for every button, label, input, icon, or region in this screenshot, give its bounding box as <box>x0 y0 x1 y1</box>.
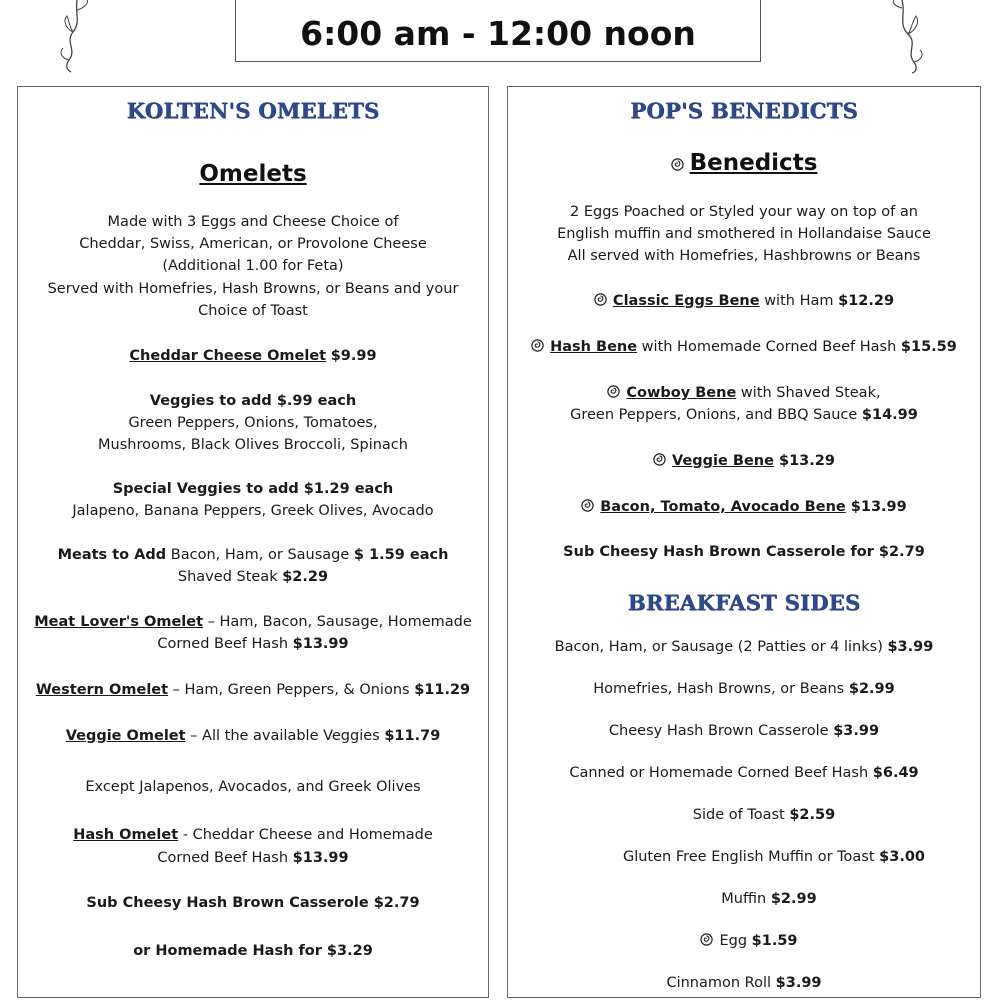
item-name: Classic Eggs Bene <box>612 293 760 309</box>
benedicts-intro-line: All served with Homefries, Hashbrowns or Beans <box>567 248 921 264</box>
item-name: Western Omelet <box>35 682 169 698</box>
side-label: Homefries, Hash Browns, or Beans <box>593 681 849 697</box>
shaved-steak-addon <box>18 568 488 586</box>
item-price: $11.79 <box>384 728 441 744</box>
item-price: $15.59 <box>900 339 957 355</box>
sub-casserole-omelet: Sub Cheesy Hash Brown Casserole $2.79 <box>86 895 420 911</box>
item-name: Hash Bene <box>550 339 638 355</box>
swirl-bullet-icon <box>607 385 620 398</box>
veggies-addon-line: Green Peppers, Onions, Tomatoes, <box>128 415 378 431</box>
side-label: Gluten Free English Muffin or Toast <box>622 849 880 865</box>
benedicts-brand-title: POP'S BENEDICTS <box>630 98 858 123</box>
side-item <box>508 932 980 950</box>
item-desc: – Ham, Bacon, Sausage, Homemade <box>203 614 472 630</box>
item-price: $9.99 <box>330 348 377 364</box>
side-label: Bacon, Ham, or Sausage (2 Patties or 4 links) <box>554 639 888 655</box>
side-label: Egg <box>719 933 752 949</box>
special-veggies-line: Jalapeno, Banana Peppers, Greek Olives, Avocado <box>72 503 434 519</box>
menu-item-cowboy-bene-cont <box>508 406 980 424</box>
side-item <box>508 806 980 824</box>
side-price: $3.99 <box>775 975 822 991</box>
side-price: $2.99 <box>770 891 817 907</box>
menu-item-meat-lovers <box>18 613 488 631</box>
sub-casserole-bene: Sub Cheesy Hash Brown Casserole for $2.79 <box>563 544 925 560</box>
item-price: $13.99 <box>292 636 349 652</box>
side-price: $6.49 <box>872 765 919 781</box>
steak-label: Shaved Steak <box>177 569 283 585</box>
omelets-category-heading: Omelets <box>199 161 307 187</box>
item-price: $14.99 <box>861 407 918 423</box>
side-item <box>508 638 980 656</box>
omelets-panel <box>17 86 489 998</box>
omelets-intro-line: Choice of Toast <box>198 303 308 319</box>
item-name: Bacon, Tomato, Avocado Bene <box>600 499 846 515</box>
side-price: $3.00 <box>879 849 926 865</box>
side-label: Cheesy Hash Brown Casserole <box>608 723 834 739</box>
item-name: Meat Lover's Omelet <box>34 614 204 630</box>
menu-item-hash-omelet-cont <box>18 849 488 867</box>
side-item <box>508 848 980 866</box>
swirl-bullet-icon <box>594 293 607 306</box>
vine-flourish-icon <box>55 0 95 74</box>
menu-item-veggie-omelet <box>18 727 488 745</box>
swirl-bullet-icon <box>700 933 713 946</box>
side-item <box>508 890 980 908</box>
meats-price: $ 1.59 each <box>353 547 449 563</box>
meats-title: Meats to Add <box>57 547 167 563</box>
side-item <box>508 764 980 782</box>
benedicts-category-heading <box>508 149 980 180</box>
item-name: Cheddar Cheese Omelet <box>129 348 327 364</box>
side-price: $3.99 <box>887 639 934 655</box>
benedicts-intro-line: 2 Eggs Poached or Styled your way on top of an <box>570 204 918 220</box>
swirl-bullet-icon <box>531 339 544 352</box>
side-item <box>508 974 980 992</box>
item-name: Veggie Bene <box>672 453 774 469</box>
side-price: $3.99 <box>833 723 880 739</box>
item-desc: with Ham <box>759 293 839 309</box>
item-price: $12.29 <box>838 293 895 309</box>
item-desc: – All the available Veggies <box>185 728 385 744</box>
category-label: Benedicts <box>689 150 818 176</box>
side-label: Canned or Homemade Corned Beef Hash <box>569 765 873 781</box>
omelets-intro-line: (Additional 1.00 for Feta) <box>162 258 344 274</box>
side-item <box>508 680 980 698</box>
item-price: $13.29 <box>773 453 835 469</box>
veggies-addon-title: Veggies to add $.99 each <box>149 393 357 409</box>
swirl-bullet-icon <box>653 453 666 466</box>
item-desc: - Cheddar Cheese and Homemade <box>178 827 433 843</box>
item-price: $13.99 <box>292 850 349 866</box>
item-price: $13.99 <box>845 499 907 515</box>
item-name: Cowboy Bene <box>626 385 737 401</box>
item-desc: Green Peppers, Onions, and BBQ Sauce <box>570 407 862 423</box>
sub-hash-omelet: or Homemade Hash for $3.29 <box>133 943 373 959</box>
omelets-intro-line: Cheddar, Swiss, American, or Provolone Cheese <box>79 236 427 252</box>
item-desc: with Homemade Corned Beef Hash <box>637 339 901 355</box>
side-label: Side of Toast <box>692 807 790 823</box>
side-label: Cinnamon Roll <box>666 975 776 991</box>
item-desc: with Shaved Steak, <box>736 385 881 401</box>
item-desc: Corned Beef Hash <box>157 850 293 866</box>
item-desc: Corned Beef Hash <box>157 636 293 652</box>
hours-text: 6:00 am - 12:00 noon <box>300 13 696 53</box>
menu-item-cheddar-omelet <box>18 347 488 365</box>
swirl-bullet-icon <box>581 499 594 512</box>
omelets-intro-line: Made with 3 Eggs and Cheese Choice of <box>107 214 399 230</box>
veggie-omelet-note: Except Jalapenos, Avocados, and Greek Olives <box>85 779 421 795</box>
item-desc: – Ham, Green Peppers, & Onions <box>168 682 415 698</box>
meats-addon <box>18 546 488 564</box>
swirl-bullet-icon <box>671 158 684 171</box>
hours-banner <box>235 0 761 62</box>
menu-item-bta-bene <box>508 498 980 516</box>
benedicts-intro-line: English muffin and smothered in Hollandaise Sauce <box>557 226 931 242</box>
vine-flourish-icon <box>888 0 928 74</box>
item-name: Hash Omelet <box>73 827 179 843</box>
veggies-addon-line: Mushrooms, Black Olives Broccoli, Spinach <box>98 437 408 453</box>
side-price: $2.59 <box>789 807 836 823</box>
menu-item-hash-omelet <box>18 826 488 844</box>
meats-items: Bacon, Ham, or Sausage <box>166 547 354 563</box>
menu-item-meat-lovers-cont <box>18 635 488 653</box>
side-item <box>508 722 980 740</box>
item-price: $11.29 <box>414 682 471 698</box>
menu-item-veggie-bene <box>508 452 980 470</box>
side-label: Muffin <box>721 891 771 907</box>
side-price: $2.99 <box>848 681 895 697</box>
menu-item-cowboy-bene <box>508 384 980 402</box>
omelets-brand-title: KOLTEN'S OMELETS <box>126 98 380 123</box>
benedicts-panel <box>507 86 981 998</box>
special-veggies-title: Special Veggies to add $1.29 each <box>112 481 394 497</box>
steak-price: $2.29 <box>282 569 329 585</box>
menu-item-classic-bene <box>508 292 980 310</box>
omelets-intro-line: Served with Homefries, Hash Browns, or Beans and your <box>47 281 459 297</box>
item-name: Veggie Omelet <box>65 728 186 744</box>
menu-item-hash-bene <box>508 338 980 356</box>
menu-item-western-omelet <box>18 681 488 699</box>
side-price: $1.59 <box>751 933 798 949</box>
sides-brand-title: BREAKFAST SIDES <box>627 590 861 615</box>
